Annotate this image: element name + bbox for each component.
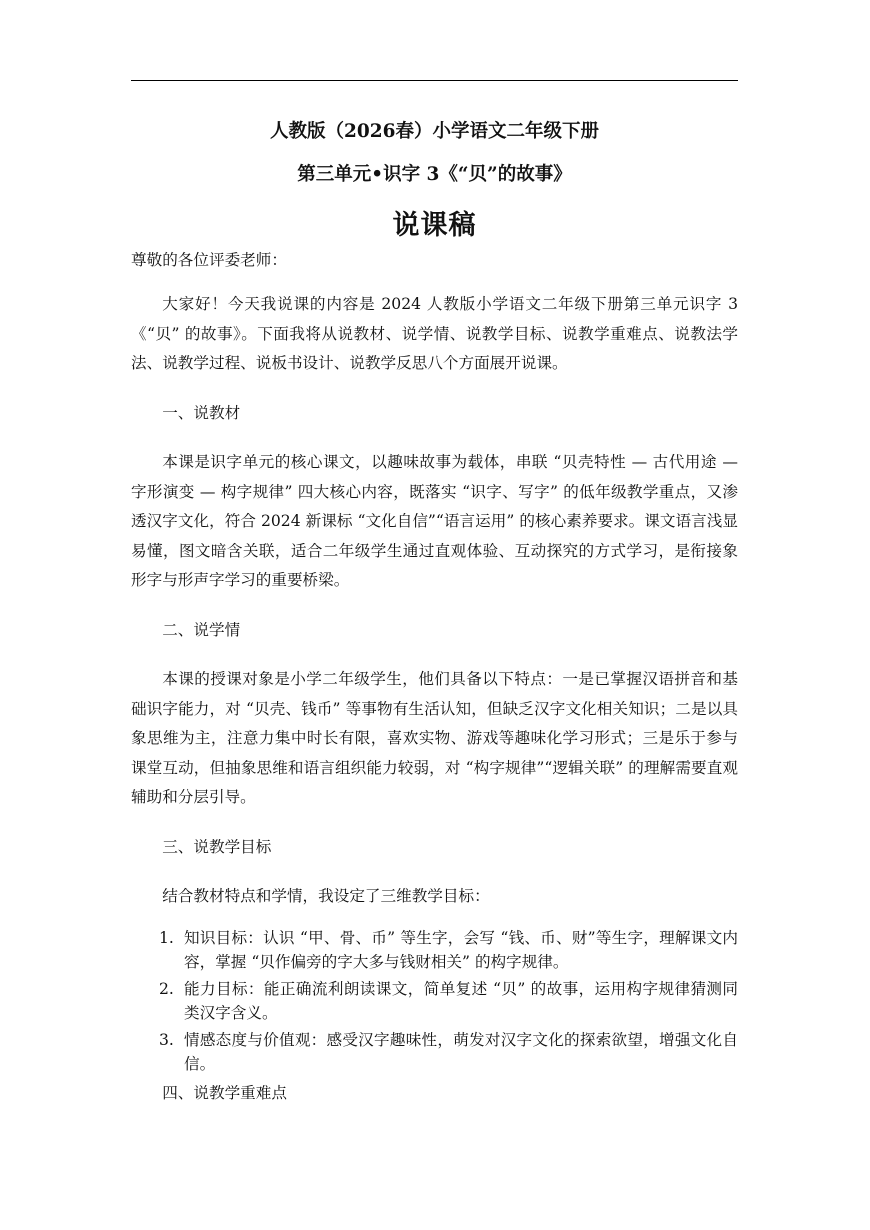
- list-item: [131, 926, 738, 974]
- greeting: 尊敬的各位评委老师：: [131, 251, 287, 269]
- section-heading-key-points: 四、说教学重难点: [162, 1083, 287, 1102]
- title-line-2: 第三单元•识字 3《“贝”的故事》: [297, 164, 572, 185]
- section-text-textbook: 本课是识字单元的核心课文，以趣味故事为载体，串联 “贝壳特性 — 古代用途 — 字形演变 — 构字规律” 四大核心内容，既落实 “识字、写字” 的低年级教学重点，又渗透汉字文化，符合 2024 新课标 “文化自信”“语言运用” 的核心素养要求。课文语言浅显易懂，图文暗含关联，适合二年级学生通过直观体验、互动探究的方式学习，是衔接象形字与形声字学习的重要桥梁。: [131, 453, 738, 589]
- document-title: 说课稿: [392, 210, 477, 241]
- header-rule: [131, 80, 738, 81]
- list-item-text: 知识目标：认识 “甲、骨、币” 等生字，会写 “钱、币、财”等生字，理解课文内容，掌握 “贝作偏旁的字大多与钱财相关” 的构字规律。: [184, 928, 738, 971]
- intro-paragraph: 大家好！今天我说课的内容是 2024 人教版小学语文二年级下册第三单元识字 3《“贝” 的故事》。下面我将从说教材、说学情、说教学目标、说教学重难点、说教法学法、说教学过程、说板书设计、说教学反思八个方面展开说课。: [131, 295, 738, 372]
- list-item-number: 1.: [159, 928, 174, 947]
- goal-list: [131, 926, 738, 1076]
- list-item-text: 情感态度与价值观：感受汉字趣味性，萌发对汉字文化的探索欲望，增强文化自信。: [184, 1030, 738, 1073]
- list-item: [131, 977, 738, 1025]
- list-item-text: 能力目标：能正确流利朗读课文，简单复述 “贝” 的故事，运用构字规律猜测同类汉字含义。: [184, 979, 738, 1022]
- list-item-number: 3.: [159, 1030, 174, 1049]
- section-text-goals: 结合教材特点和学情，我设定了三维教学目标：: [162, 887, 490, 905]
- section-heading-textbook: 一、说教材: [162, 403, 241, 422]
- document-body: [131, 248, 738, 1108]
- list-item-number: 2.: [159, 979, 174, 998]
- section-heading-students: 二、说学情: [162, 620, 241, 639]
- section-text-students: 本课的授课对象是小学二年级学生，他们具备以下特点：一是已掌握汉语拼音和基础识字能力，对 “贝壳、钱币” 等事物有生活认知，但缺乏汉字文化相关知识；二是以具象思维为主，注意力集中时长有限，喜欢实物、游戏等趣味化学习形式；三是乐于参与课堂互动，但抽象思维和语言组织能力较弱，对 “构字规律”“逻辑关联” 的理解需要直观辅助和分层引导。: [131, 670, 738, 806]
- title-line-1: 人教版（2026春）小学语文二年级下册: [270, 121, 599, 142]
- section-heading-goals: 三、说教学目标: [162, 837, 272, 856]
- list-item: [131, 1028, 738, 1076]
